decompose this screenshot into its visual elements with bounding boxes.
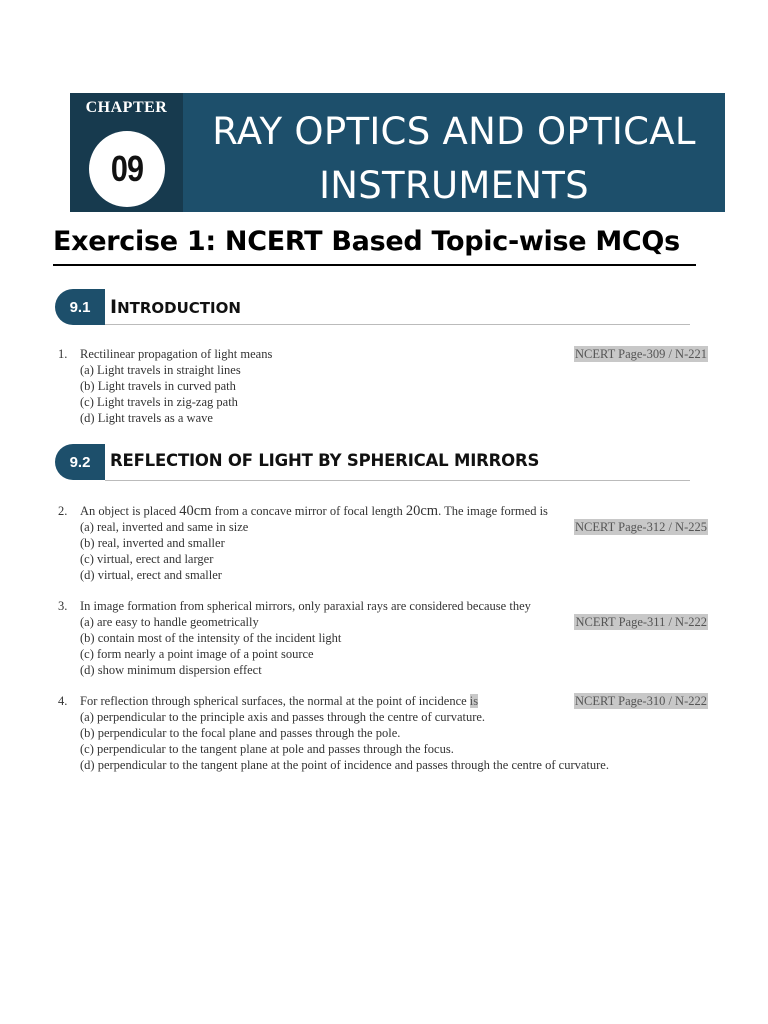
chapter-box [70,93,183,212]
option-c: (c) Light travels in zig-zag path [80,395,238,409]
question-text: In image formation from spherical mirrors, only paraxial rays are considered because they [80,599,531,613]
exercise-title: Exercise 1: NCERT Based Topic-wise MCQs [53,226,680,257]
chapter-title [183,105,725,213]
option-b: (b) contain most of the intensity of the incident light [80,631,342,645]
option-c: (c) form nearly a point image of a point source [80,647,314,661]
chapter-number-circle [89,131,165,207]
chapter-label: CHAPTER [85,99,168,116]
question-text-part: from a concave mirror of focal length [211,504,406,518]
option-c: (c) perpendicular to the tangent plane at pole and passes through the focus. [80,742,454,756]
chapter-number: 09 [110,148,144,189]
option-a: (a) are easy to handle geometrically [80,615,259,629]
option-d: (d) virtual, erect and smaller [80,568,222,582]
section-heading-rest: NTRODUCTION [117,299,241,317]
option-b: (b) real, inverted and smaller [80,536,225,550]
section-rule [105,324,690,325]
option-d: (d) show minimum dispersion effect [80,663,262,677]
section-rule [105,480,690,481]
question-text-highlight: is [469,694,479,708]
option-a: (a) Light travels in straight lines [80,363,241,377]
question-number: 4. [58,694,68,708]
chapter-title-line1: RAY OPTICS AND OPTICAL [212,110,696,153]
ncert-reference: NCERT Page-310 / N-222 [575,694,707,708]
option-a: (a) real, inverted and same in size [80,520,249,534]
question-text-part: For reflection through spherical surfaces, the normal at the point of incidence [80,694,470,708]
section-number-badge: 9.2 [55,444,105,480]
exercise-title-underline [53,264,696,266]
chapter-banner [70,93,725,212]
option-c: (c) virtual, erect and larger [80,552,214,566]
question-1 [58,346,708,426]
question-value: 40cm [179,503,212,519]
section-heading-reflection: REFLECTION OF LIGHT BY SPHERICAL MIRRORS [110,451,540,470]
question-text [80,693,478,709]
question-2 [58,503,708,583]
question-number: 3. [58,599,68,613]
question-3 [58,598,708,678]
section-number-badge: 9.1 [55,289,105,325]
option-a: (a) perpendicular to the principle axis and passes through the centre of curvature. [80,710,486,724]
ncert-reference: NCERT Page-312 / N-225 [575,520,707,534]
question-text-part: . The image formed is [438,504,548,518]
question-4 [58,693,708,773]
question-number: 2. [58,504,68,518]
option-d: (d) Light travels as a wave [80,411,213,425]
chapter-title-line2: INSTRUMENTS [319,164,589,207]
option-b: (b) perpendicular to the focal plane and passes through the pole. [80,726,401,740]
question-text: Rectilinear propagation of light means [80,347,273,361]
question-text [80,503,548,519]
ncert-reference: NCERT Page-311 / N-222 [575,615,707,629]
question-value: 20cm [405,503,439,519]
ncert-reference: NCERT Page-309 / N-221 [575,347,707,361]
section-heading-initial: I [110,296,118,318]
option-d: (d) perpendicular to the tangent plane at the point of incidence and passes through the centre of curvature. [80,758,609,772]
section-heading-introduction [110,296,241,318]
question-text-part: An object is placed [80,504,180,518]
question-number: 1. [58,347,68,361]
option-b: (b) Light travels in curved path [80,379,236,393]
